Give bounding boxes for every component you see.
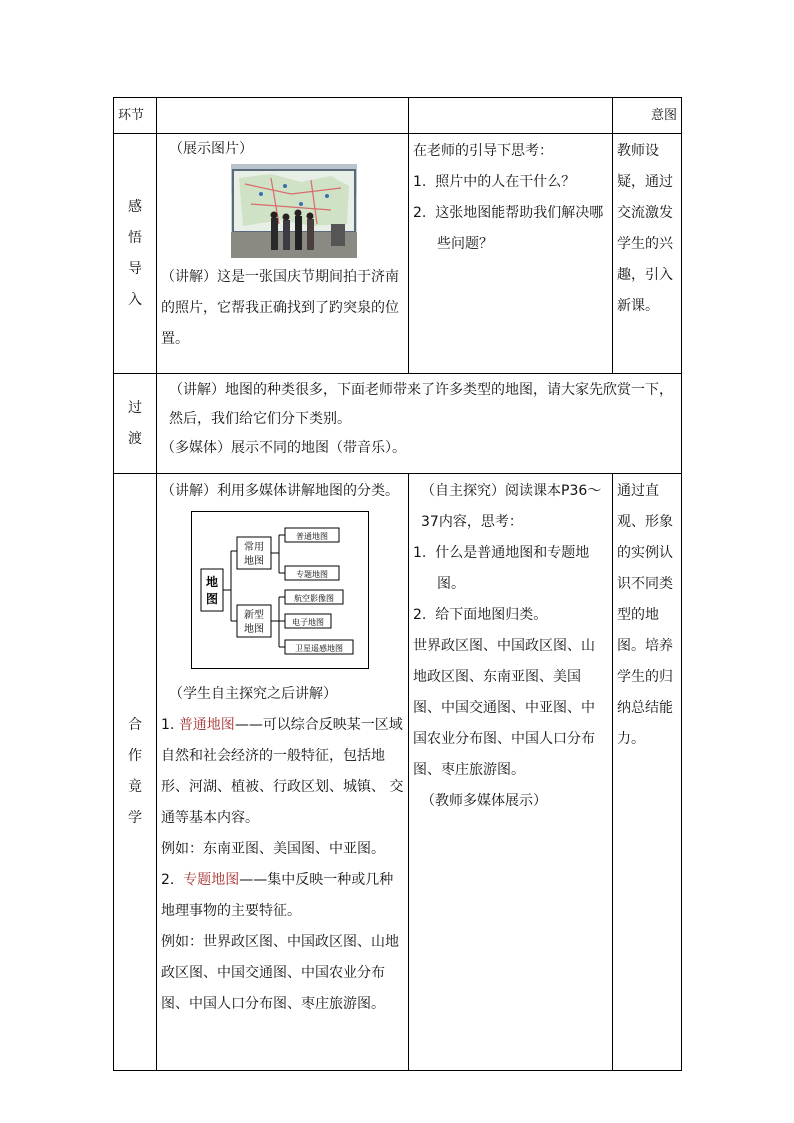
- stage-coop: 合 作 竟 学: [114, 474, 157, 1071]
- intro-student-cell: [409, 134, 613, 374]
- intro-intent-cell: 教师设疑，通过交流激发学生的兴趣，引入新课。: [613, 134, 682, 374]
- root-char-1: 地: [205, 575, 219, 589]
- header-teacher: [157, 98, 409, 134]
- transition-row: [114, 374, 682, 474]
- list-item: 1. 照片中的人在干什么？: [413, 174, 576, 190]
- intro-teacher-cell: [157, 134, 409, 374]
- after-explore-label: （学生自主探究之后讲解）: [169, 686, 337, 702]
- coop-student-cell: [409, 474, 613, 1071]
- coop-task: （自主探究）阅读课本P36～37内容，思考：: [421, 483, 602, 530]
- leaf-general-map: 普通地图: [296, 532, 328, 541]
- transition-line1: （讲解）地图的种类很多，下面老师带来了许多类型的地图，请大家先欣赏一下，然后，我们给它们分下类别。: [169, 382, 673, 427]
- branch1-line2: 地图: [244, 556, 264, 567]
- map-photo: [231, 164, 357, 258]
- list-item: 2. 这张地图能帮助我们解决哪些问题？: [413, 205, 604, 252]
- map-list: 世界政区图、中国政区图、山地政区图、东南亚图、美国图、中国交通图、中亚图、中国农业分布图、中国人口分布图、枣庄旅游图。: [413, 638, 595, 778]
- term-thematic-map: 专题地图: [183, 872, 240, 888]
- header-row: [114, 98, 682, 134]
- intro-explain: （讲解）这是一张国庆节期间拍于济南的照片，它帮我正确找到了趵突泉的位置。: [161, 269, 399, 347]
- branch2-line2: 地图: [244, 624, 264, 635]
- header-student: [409, 98, 613, 134]
- intro-guide-text: 在老师的引导下思考：: [413, 143, 553, 159]
- example-general: 例如：东南亚图、美国图、中亚图。: [161, 841, 385, 857]
- list-item: 2. 给下面地图归类。: [413, 607, 548, 623]
- leaf-thematic-map: 专题地图: [296, 570, 328, 579]
- definition-thematic: 2. 专题地图——集中反映一种或几种地理事物的主要特征。: [161, 872, 394, 919]
- header-stage: 环节: [114, 98, 157, 134]
- leaf-electronic-map: 电子地图: [292, 618, 324, 627]
- leaf-aerial-map: 航空影像图: [294, 594, 334, 603]
- transition-content: [157, 374, 682, 474]
- header-intent: 意图: [613, 98, 682, 134]
- intro-question-list: [413, 167, 608, 260]
- coop-teacher-cell: [157, 474, 409, 1071]
- show-picture-label: （展示图片）: [169, 141, 253, 157]
- coop-intro: （讲解）利用多媒体讲解地图的分类。: [161, 483, 399, 499]
- map-classification-diagram: [191, 511, 369, 669]
- transition-line2: （多媒体）展示不同的地图（带音乐）。: [161, 440, 406, 456]
- list-item: 1. 什么是普通地图和专题地图。: [413, 545, 590, 592]
- teacher-show-label: （教师多媒体展示）: [421, 793, 547, 809]
- stage-transition: 过 渡: [114, 374, 157, 474]
- stage-intro: 感 悟 导 入: [114, 134, 157, 374]
- root-char-2: 图: [205, 592, 219, 606]
- example-thematic: 例如：世界政区图、中国政区图、山地政区图、中国交通图、中国农业分布图、中国人口分布图、枣庄旅游图。: [161, 934, 399, 1012]
- coop-row: [114, 474, 682, 1071]
- lesson-plan-table: [113, 97, 682, 1071]
- branch1-line1: 常用: [244, 542, 264, 553]
- definition-general: 1. 普通地图——可以综合反映某一区域自然和社会经济的一般特征，包括地形、河湖、植被、行政区划、城镇、 交通等基本内容。: [161, 717, 404, 826]
- coop-question-list: [413, 538, 608, 631]
- intro-row: [114, 134, 682, 374]
- branch2-line1: 新型: [244, 610, 264, 621]
- leaf-satellite-map: 卫星遥感地图: [295, 644, 343, 653]
- term-general-map: 普通地图: [178, 717, 235, 733]
- coop-intent-cell: 通过直观、形象的实例认识不同类型的地图。培养学生的归纳总结能力。: [613, 474, 682, 1071]
